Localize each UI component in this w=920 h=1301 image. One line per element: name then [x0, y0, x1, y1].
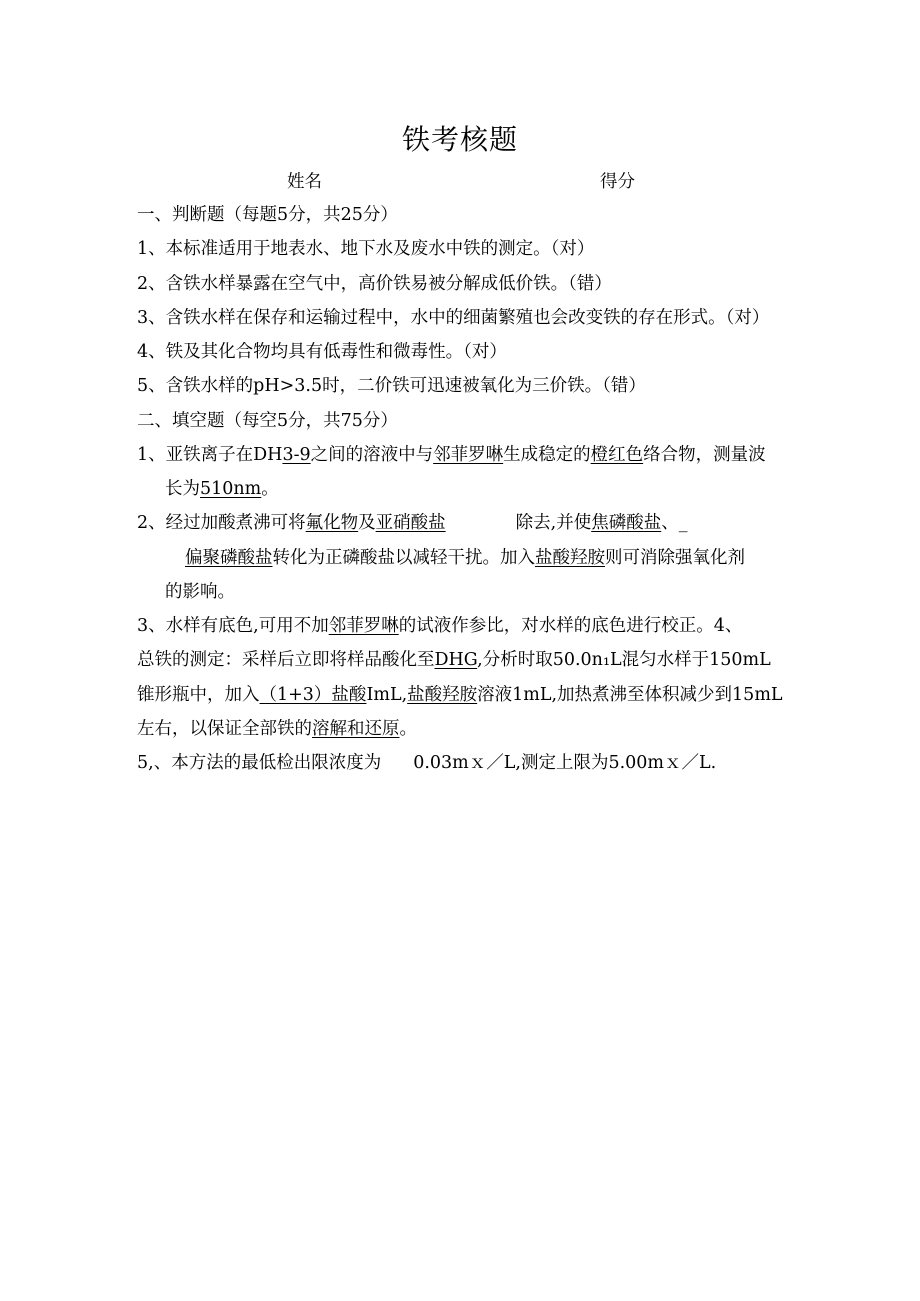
q4-text: 。 — [399, 718, 417, 739]
q2-text: 转化为正磷酸盐以减轻干扰。加入 — [272, 547, 535, 568]
section1-heading: 一、判断题（每题5分，共25分） — [137, 205, 398, 225]
section2-q2-line2 — [137, 541, 797, 575]
q2-text: 2、经过加酸煮沸可将 — [137, 513, 306, 534]
q1-text: 之间的溶液中与 — [310, 444, 434, 465]
q5-answer-limits: 0.03mｘ／L,测定上限为5.00mｘ／L. — [413, 753, 717, 773]
q2-answer-fluoride: 氟化物 — [305, 513, 359, 534]
section1-item-5: 5、含铁水样的pH>3.5时，二价铁可迅速被氧化为三价铁。（错） — [137, 376, 646, 397]
q2-text: 则可消除强氧化剂 — [605, 547, 745, 568]
q4-text: 溶液1mL,加热煮沸至体积减少到15mL — [477, 684, 783, 705]
q1-text: 络合物，测量波 — [643, 444, 766, 465]
q2-text: 、_ — [661, 513, 688, 534]
q1-text: 长为 — [165, 479, 200, 499]
q1-answer-ph-range: 3-9 — [282, 444, 311, 465]
section2-q1-line1 — [137, 438, 797, 472]
q4-answer-acid: （1+3）盐酸 — [259, 684, 367, 705]
q4-answer-ph: DHG — [434, 650, 478, 671]
section2-q4-line2 — [137, 678, 797, 712]
q3-text: 的试液作参比，对水样的底色进行校正。4、 — [398, 616, 743, 636]
document-title: 铁考核题 — [401, 123, 518, 156]
q2-answer-nitrite: 亚硝酸盐 — [375, 513, 446, 534]
q4-text: ImL, — [366, 684, 408, 705]
score-label: 得分 — [600, 172, 635, 192]
q4-answer-hydroxylamine: 盐酸羟胺 — [407, 684, 478, 705]
name-label: 姓名 — [287, 172, 322, 192]
q2-text: 除去,并使 — [515, 513, 592, 534]
section1-item-4: 4、铁及其化合物均具有低毒性和微毒性。（对） — [137, 342, 507, 362]
section2-q2-line1 — [137, 506, 797, 540]
section2-q4-line1 — [137, 643, 797, 677]
q1-answer-color: 橙红色 — [590, 444, 644, 465]
section2-q4-line3 — [137, 712, 797, 746]
q4-text: 锥形瓶中，加入 — [137, 684, 260, 705]
section1-item-3: 3、含铁水样在保存和运输过程中，水中的细菌繁殖也会改变铁的存在形式。（对） — [137, 307, 770, 328]
q4-text: ,分析时取50.0n₁L混匀水样于150mL — [477, 650, 771, 671]
q3-answer-reagent: 邻菲罗啉 — [328, 616, 399, 636]
q4-text: 总铁的测定：采样后立即将样品酸化至 — [137, 650, 435, 671]
section1-item-1: 1、本标准适用于地表水、地下水及废水中铁的测定。（对） — [137, 239, 595, 260]
q4-answer-dissolve-reduce: 溶解和还原 — [312, 718, 400, 739]
q2-answer-hydroxylamine: 盐酸羟胺 — [535, 547, 605, 568]
section2-q1-line2 — [137, 472, 797, 506]
q2-answer-pyrophosphate: 焦磷酸盐 — [591, 513, 662, 534]
q1-text: 生成稳定的 — [503, 444, 591, 465]
q2-text: 及 — [358, 513, 376, 534]
section2-q5-line1 — [137, 746, 797, 780]
q2-text: 的影响。 — [165, 581, 235, 602]
exam-body — [137, 198, 797, 780]
q5-text: 5,、本方法的最低检出限浓度为 — [137, 753, 382, 773]
section1-item-2: 2、含铁水样暴露在空气中，高价铁易被分解成低价铁。（错） — [137, 273, 612, 294]
section2-q2-line3 — [137, 575, 797, 609]
q1-answer-wavelength: 510nm — [200, 479, 262, 499]
q2-answer-metaphosphate: 偏聚磷酸盐 — [185, 547, 273, 568]
q1-text: 。 — [261, 479, 279, 499]
q3-text: 3、水样有底色,可用不加 — [137, 616, 329, 636]
q1-answer-reagent: 邻菲罗啉 — [433, 444, 504, 465]
section2-heading: 二、填空题（每空5分，共75分） — [137, 410, 398, 431]
section2-q3-line1 — [137, 609, 797, 643]
q4-text: 左右，以保证全部铁的 — [137, 718, 312, 739]
q1-text: 1、亚铁离子在DH — [137, 444, 283, 465]
